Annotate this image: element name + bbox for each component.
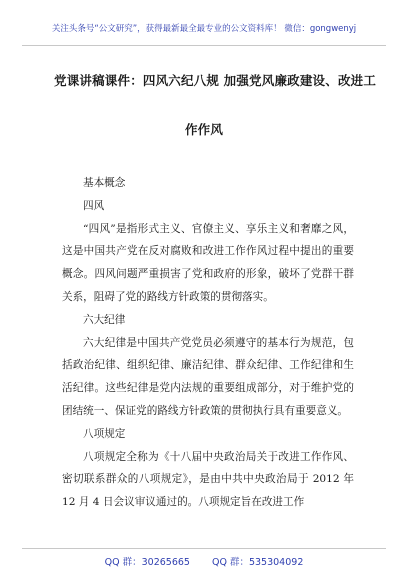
section-heading-basic-concepts: 基本概念 <box>83 177 126 189</box>
document-title-line-2: 作作风 <box>184 122 224 137</box>
paragraph-eight-rules: 八项规定全称为《十八届中央政治局关于改进工作作风、密切联系群众的八项规定》，是由中共中央政治局于 2012 年 12 月 4 日会议审议通过的。八项规定旨在改进工作 <box>62 450 354 509</box>
footer <box>0 554 408 568</box>
footer-divider <box>22 548 386 549</box>
section-heading-four-winds: 四风 <box>83 199 105 212</box>
paragraph-four-winds: “四风”是指形式主义、官僚主义、享乐主义和奢靡之风，这是中国共产党在反对腐败和改进工作作风过程中提出的重要概念。四风问题严重损害了党和政府的形象，破坏了党群干群关系，阻碍了党的路线方针政策的贯彻落实。 <box>62 222 354 303</box>
section-heading-six-disciplines: 六大纪律 <box>83 313 126 326</box>
footer-qq-group-2: QQ 群：535304092 <box>211 557 304 568</box>
document-body <box>62 172 354 514</box>
paragraph-six-disciplines: 六大纪律是中国共产党党员必须遵守的基本行为规范，包括政治纪律、组织纪律、廉洁纪律、群众纪律、工作纪律和生活纪律。这些纪律是党内法规的重要组成部分，对于维护党的团结统一、保证党的路线方针政策的贯彻执行具有重要意义。 <box>62 336 354 417</box>
section-heading-eight-rules: 八项规定 <box>83 427 126 440</box>
footer-qq-group-1: QQ 群：30265665 <box>104 557 190 568</box>
document-title-line-1: 党课讲稿课件：四风六纪八规 加强党风廉政建设、改进工 <box>54 73 377 88</box>
header-divider <box>22 45 386 46</box>
header-note: 关注头条号“公文研究”，获得最新最全最专业的公文资料库！ 微信：gongwenyj <box>51 24 357 34</box>
